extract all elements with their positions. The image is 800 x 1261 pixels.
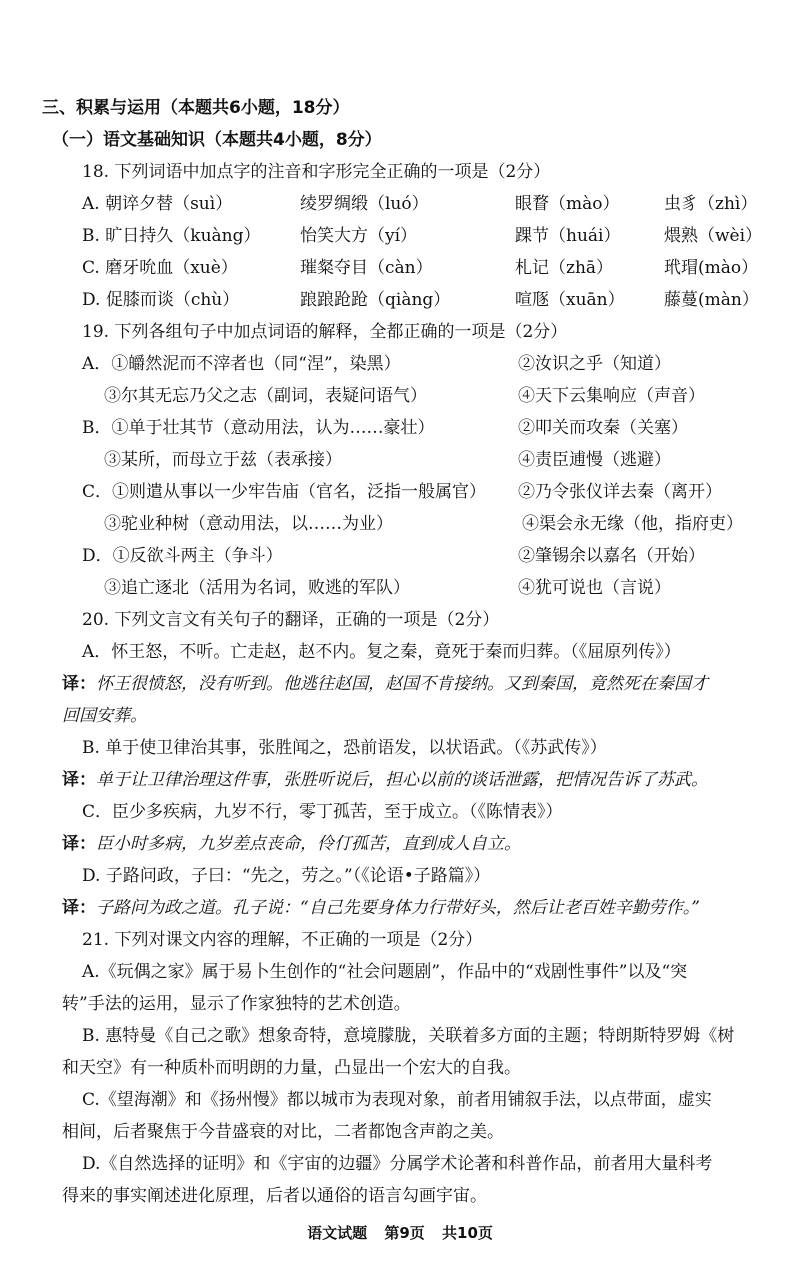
q21-option-a: A.《玩偶之家》属于易卜生创作的“社会问题剧”，作品中的“戏剧性事件”以及“突	[82, 962, 688, 982]
q18-option-b4: 煨熟（wèi）	[664, 226, 763, 246]
footer-total: 共10页	[442, 1224, 493, 1242]
translation-label: 译：	[62, 770, 96, 790]
q19-option-d-left1: D．①反欲斗两主（争斗）	[82, 546, 283, 566]
q21-option-c: C.《望海潮》和《扬州慢》都以城市为表现对象，前者用铺叙手法，以点带面，虚实	[82, 1090, 712, 1110]
q20-option-d: D. 子路问政，子曰：“先之，劳之。”（《论语•子路篇》）	[82, 866, 491, 886]
q19-option-a-left1: A．①皭然泥而不滓者也（同“涅”，染黑）	[82, 354, 401, 374]
q18-option-a3: 眼瞀（mào）	[515, 194, 620, 214]
q21-stem: 21. 下列对课文内容的理解，不正确的一项是（2分）	[82, 930, 483, 950]
footer-page: 第9页	[384, 1224, 425, 1242]
q21-option-b-cont: 和天空》有一种质朴而明朗的力量，凸显出一个宏大的自我。	[62, 1058, 521, 1078]
q20-option-c: C．臣少多疾病，九岁不行，零丁孤苦，至于成立。（《陈情表》）	[82, 802, 563, 822]
q18-option-a4: 虫豸（zhì）	[664, 194, 758, 214]
q19-option-b-right1: ②叩关而攻秦（关塞）	[518, 418, 688, 438]
page-footer	[0, 1222, 800, 1243]
q18-option-d1: D. 促膝而谈（chù）	[82, 290, 240, 310]
q19-option-c-right2: ④渠会永无缘（他，指府吏）	[522, 514, 743, 534]
q19-option-d-right1: ②肇锡余以嘉名（开始）	[518, 546, 705, 566]
translation-label: 译：	[62, 898, 96, 918]
q20-translation-a: 译：怀王很愤怒，没有听到。他逃往赵国，赵国不肯接纳。又到秦国，竟然死在秦国才	[62, 674, 708, 694]
q18-option-c3: 札记（zhā）	[515, 258, 614, 278]
q20-translation-c: 译：臣小时多病，九岁差点丧命，伶仃孤苦，直到成人自立。	[62, 834, 521, 854]
q20-option-a: A．怀王怒，不听。亡走赵，赵不内。复之秦，竟死于秦而归葬。（《屈原列传》）	[82, 642, 681, 662]
q21-option-d: D.《自然选择的证明》和《宇宙的边疆》分属学术论著和科普作品，前者用大量科考	[82, 1154, 713, 1174]
q18-option-a1: A. 朝谇夕替（suì）	[82, 194, 233, 214]
q19-option-b-left1: B．①单于壮其节（意动用法，认为……豪壮）	[82, 418, 435, 438]
q21-option-c-cont: 相间，后者聚焦于今昔盛衰的对比，二者都饱含声韵之美。	[62, 1122, 504, 1142]
q21-option-d-cont: 得来的事实阐述进化原理，后者以通俗的语言勾画宇宙。	[62, 1186, 487, 1206]
q18-option-d4: 藤蔓(màn）	[664, 290, 759, 310]
q19-option-a-left2: ③尔其无忘乃父之志（副词，表疑问语气）	[104, 386, 427, 406]
q19-option-a-right2: ④天下云集响应（声音）	[518, 386, 705, 406]
q21-option-b: B. 惠特曼《自己之歌》想象奇特，意境朦胧，关联着多方面的主题；特朗斯特罗姆《树	[82, 1026, 735, 1046]
q20-translation-b: 译：单于让卫律治理这件事，张胜听说后，担心以前的谈话泄露，把情况告诉了苏武。	[62, 770, 708, 790]
q20-option-b: B. 单于使卫律治其事，张胜闻之，恐前语发，以状语武。（《苏武传》）	[82, 738, 607, 758]
q19-option-d-right2: ④犹可说也（言说）	[518, 578, 671, 598]
q19-option-a-right1: ②汝识之乎（知道）	[518, 354, 671, 374]
q20-stem: 20. 下列文言文有关句子的翻译，正确的一项是（2分）	[82, 610, 500, 630]
q19-option-b-left2: ③某所，而母立于兹（表承接）	[104, 450, 342, 470]
section-subtitle: （一）语文基础知识（本题共4小题，8分）	[52, 130, 382, 150]
q18-option-c4: 玳瑁(mào）	[664, 258, 759, 278]
q19-option-c-right1: ②乃令张仪详去秦（离开）	[518, 482, 722, 502]
q20-translation-a-cont: 回国安葬。	[62, 706, 147, 726]
q21-option-a-cont: 转”手法的运用，显示了作家独特的艺术创造。	[62, 994, 411, 1014]
q18-stem: 18. 下列词语中加点字的注音和字形完全正确的一项是（2分）	[82, 162, 551, 182]
q19-option-c-left1: C．①则遣从事以一少牢告庙（官名，泛指一般属官）	[82, 482, 487, 502]
q19-option-b-right2: ④责臣逋慢（逃避）	[518, 450, 671, 470]
q20-translation-d: 译：子路问为政之道。孔子说：“自己先要身体力行带好头，然后让老百姓辛勤劳作。”	[62, 898, 700, 918]
q18-option-c2: 璀粲夺目（càn）	[300, 258, 433, 278]
translation-label: 译：	[62, 834, 96, 854]
section-title: 三、积累与运用（本题共6小题，18分）	[42, 98, 350, 118]
q18-option-b1: B. 旷日持久（kuàng）	[82, 226, 261, 246]
q18-option-c1: C. 磨牙吮血（xuè）	[82, 258, 238, 278]
q18-option-d2: 踉踉跄跄（qiàng）	[300, 290, 451, 310]
q19-option-d-left2: ③追亡逐北（活用为名词，败逃的军队）	[104, 578, 410, 598]
q18-option-d3: 喧豗（xuān）	[515, 290, 625, 310]
translation-label: 译：	[62, 674, 96, 694]
footer-subject: 语文试题	[307, 1224, 368, 1242]
q19-option-c-left2: ③驼业种树（意动用法，以……为业）	[104, 514, 393, 534]
q19-stem: 19. 下列各组句子中加点词语的解释，全都正确的一项是（2分）	[82, 322, 568, 342]
q18-option-a2: 绫罗绸缎（luó）	[300, 194, 429, 214]
q18-option-b3: 踝节（huái）	[515, 226, 621, 246]
q18-option-b2: 怡笑大方（yí）	[300, 226, 418, 246]
